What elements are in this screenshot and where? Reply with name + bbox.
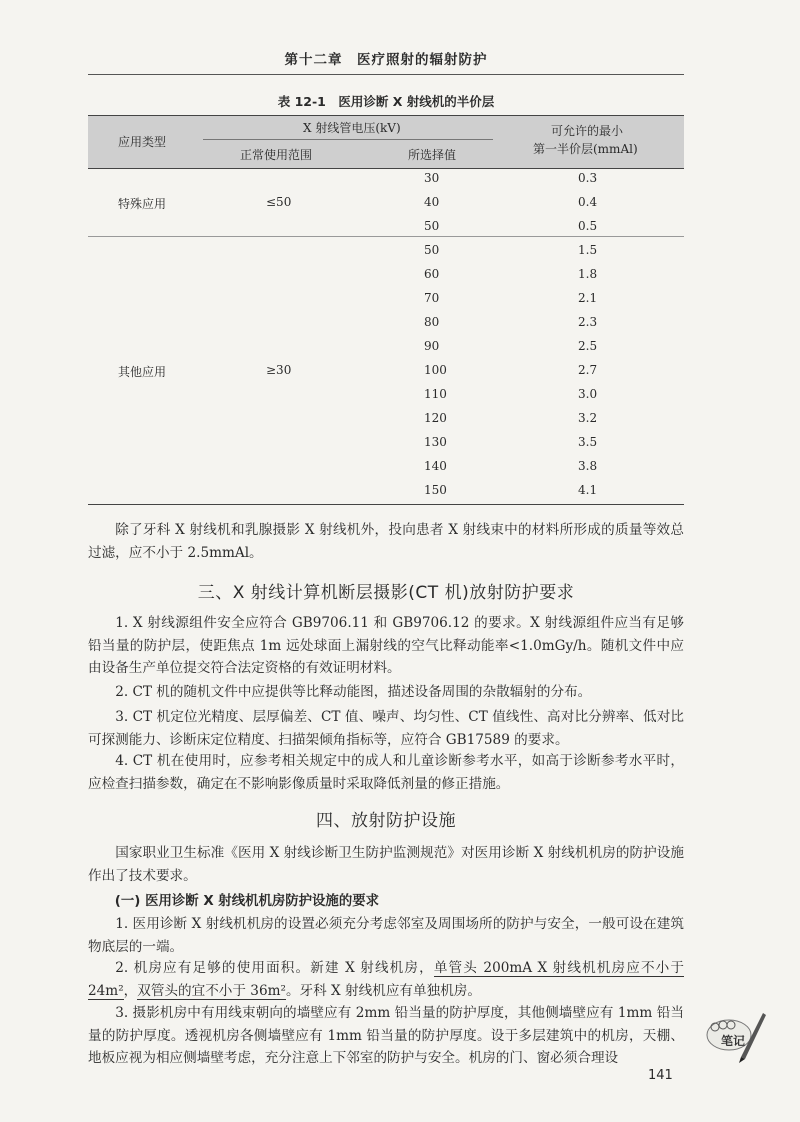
- half-value-layer-table: [88, 115, 684, 505]
- kv-value: 80: [424, 315, 440, 329]
- hvl-value: 4.1: [578, 483, 598, 497]
- kv-value: 40: [424, 195, 440, 209]
- room-item-1: 1. 医用诊断 X 射线机机房的设置必须充分考虑邻室及周围场所的防护与安全，一般可设在建筑物底层的一端。: [88, 916, 684, 955]
- kv-value: 110: [424, 387, 447, 401]
- hvl-value: 2.1: [578, 291, 598, 305]
- room-item-2-end: 。牙科 X 射线机应有单独机房。: [285, 982, 481, 999]
- kv-value: 120: [424, 411, 447, 425]
- hvl-value: 2.3: [578, 315, 598, 329]
- kv-value: 50: [424, 243, 440, 257]
- group-special-type: 特殊应用: [118, 197, 167, 211]
- header-selected-value: 所选择值: [408, 148, 457, 162]
- header-normal-range: 正常使用范围: [240, 148, 313, 162]
- chapter-header: 第十二章 医疗照射的辐射防护: [88, 46, 684, 75]
- section-ct-title: 三、X 射线计算机断层摄影(CT 机)放射防护要求: [197, 583, 575, 603]
- notes-badge-label: 笔记: [721, 1034, 746, 1048]
- filtration-paragraph: 除了牙科 X 射线机和乳腺摄影 X 射线机外，投向患者 X 射线束中的材料所形成的质量等效总过滤，应不小于 2.5mmAl。: [88, 522, 684, 561]
- hvl-value: 3.0: [578, 387, 598, 401]
- header-min-hvl-line1: 可允许的最小: [551, 124, 624, 138]
- header-tube-voltage: X 射线管电压(kV): [303, 121, 401, 135]
- intro-paragraph: 国家职业卫生标准《医用 X 射线诊断卫生防护监测规范》对医用诊断 X 射线机机房的防护设施作出了技术要求。: [88, 845, 684, 884]
- group-other-type: 其他应用: [118, 365, 167, 379]
- page-number: 141: [648, 1068, 673, 1083]
- kv-value: 90: [424, 339, 440, 353]
- table-bottom-rule: [88, 504, 684, 505]
- kv-value: 60: [424, 267, 440, 281]
- kv-value: 50: [424, 219, 440, 233]
- hvl-value: 0.3: [578, 171, 598, 185]
- kv-value: 150: [424, 483, 447, 497]
- kv-value: 70: [424, 291, 440, 305]
- ct-item-3: 3. CT 机定位光精度、层厚偏差、CT 值、噪声、均匀性、CT 值线性、高对比分辨率、低对比可探测能力、诊断床定位精度、扫描架倾角指标等，应符合 GB17589 的要求。: [88, 709, 684, 748]
- room-area-single-tube: 单管头 200mA X 射线机机房应不小于 24m²: [88, 960, 684, 999]
- hvl-value: 3.5: [578, 435, 598, 449]
- room-item-2: [88, 957, 684, 1002]
- hvl-value: 3.8: [578, 459, 598, 473]
- header-application-type: 应用类型: [118, 135, 167, 149]
- kv-value: 30: [424, 171, 440, 185]
- group-other-range: ≥30: [266, 363, 292, 377]
- ct-item-4: 4. CT 机在使用时，应参考相关规定中的成人和儿童诊断参考水平，如高于诊断参考水平时，应检查扫描参数，确定在不影响影像质量时采取降低剂量的修正措施。: [88, 753, 684, 792]
- group-special-range: ≤50: [266, 195, 292, 209]
- subsection-room-title: (一) 医用诊断 X 射线机机房防护设施的要求: [114, 894, 379, 909]
- ct-item-2: 2. CT 机的随机文件中应提供等比释动能图，描述设备周围的杂散辐射的分布。: [115, 684, 592, 700]
- header-divider: [203, 139, 493, 140]
- hvl-value: 0.5: [578, 219, 598, 233]
- room-item-2-text: 2. 机房应有足够的使用面积。新建 X 射线机房，: [115, 960, 434, 976]
- room-item-3: 3. 摄影机房中有用线束朝向的墙壁应有 2mm 铅当量的防护厚度，其他侧墙壁应有 1mm 铅当量的防护厚度。透视机房各侧墙壁应有 1mm 铅当量的防护厚度。设于多层建筑中的机房，天棚、地板应视为相应侧墙壁考虑，充分注意上下邻室的防护与安全。机房的门、窗必须合理设: [88, 1005, 684, 1066]
- hvl-value: 0.4: [578, 195, 598, 209]
- hvl-value: 2.7: [578, 363, 598, 377]
- header-min-hvl-line2: 第一半价层(mmAl): [533, 142, 638, 156]
- section-protection-title: 四、放射防护设施: [316, 811, 456, 831]
- ct-item-1: 1. X 射线源组件安全应符合 GB9706.11 和 GB9706.12 的要求。X 射线源组件应当有足够铅当量的防护层，使距焦点 1m 远处球面上漏射线的空气比释动能率<1.0mGy/h。随机文件中应由设备生产单位提交符合法定资格的有效证明材料。: [88, 615, 684, 676]
- hvl-value: 1.8: [578, 267, 598, 281]
- hvl-value: 1.5: [578, 243, 598, 257]
- notes-pen-icon: [705, 1005, 767, 1069]
- hvl-value: 2.5: [578, 339, 598, 353]
- table-caption: 表 12-1 医用诊断 X 射线机的半价层: [277, 94, 495, 109]
- kv-value: 100: [424, 363, 447, 377]
- kv-value: 140: [424, 459, 447, 473]
- notes-badge-graphic: [705, 1005, 767, 1065]
- kv-value: 130: [424, 435, 447, 449]
- group-divider: [88, 236, 684, 237]
- room-item-2-separator: ，: [123, 982, 138, 999]
- room-area-double-tube: 双管头的宜不小于 36m²: [137, 982, 286, 999]
- hvl-value: 3.2: [578, 411, 598, 425]
